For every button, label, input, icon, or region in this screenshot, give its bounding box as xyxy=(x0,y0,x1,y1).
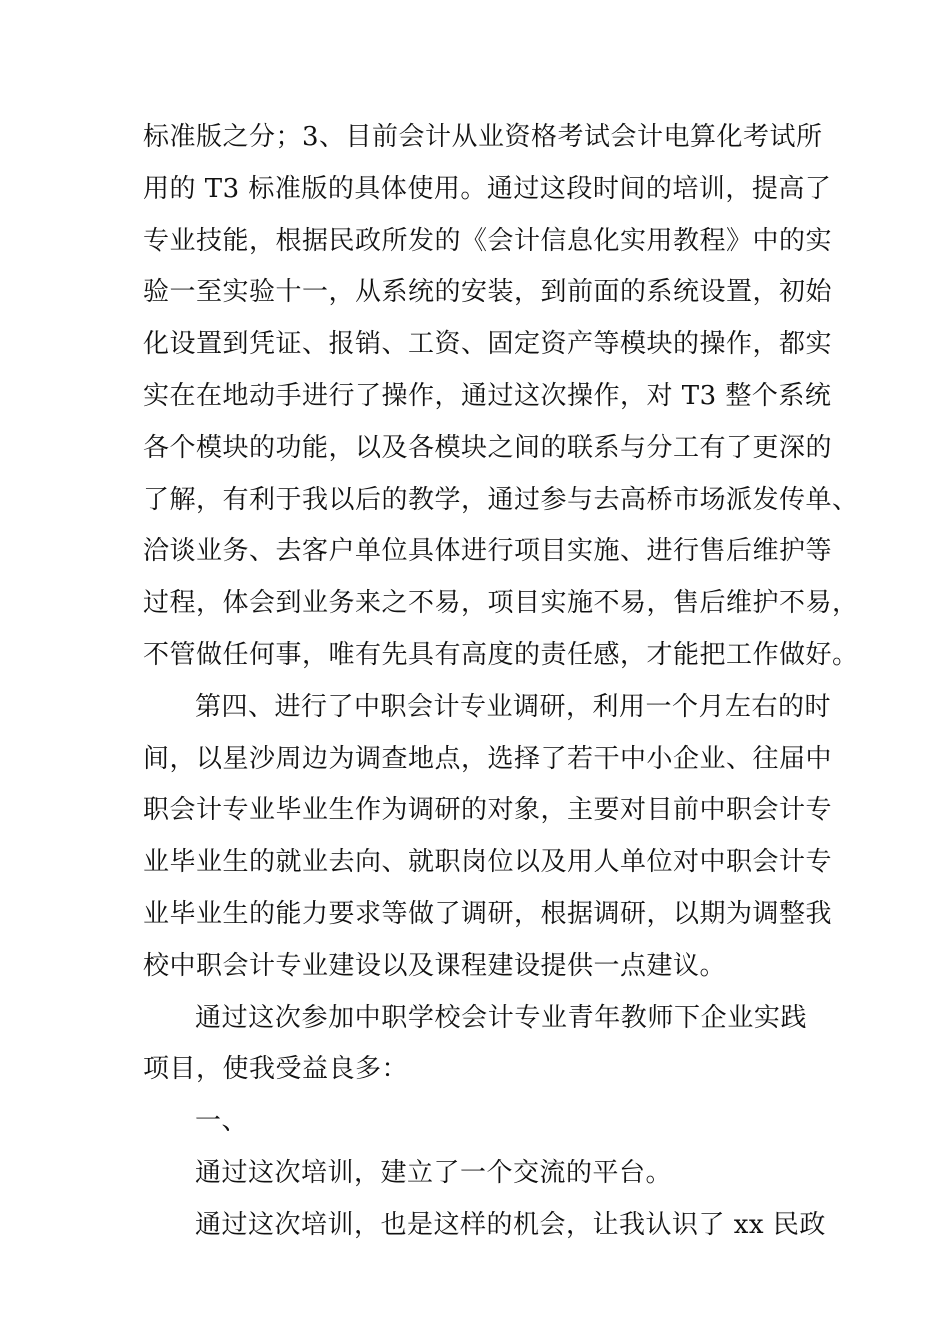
text-line: 通过这次培训，也是这样的机会，让我认识了 xx 民政 xyxy=(195,1209,826,1240)
text-line: 用的 T3 标准版的具体使用。通过这段时间的培训，提高了 xyxy=(143,173,832,204)
text-line: 间，以星沙周边为调查地点，选择了若干中小企业、往届中 xyxy=(143,743,833,774)
text-line: 第四、进行了中职会计专业调研，利用一个月左右的时 xyxy=(195,691,832,722)
text-line: 验一至实验十一，从系统的安装，到前面的系统设置，初始 xyxy=(143,277,833,308)
text-line: 一、 xyxy=(195,1106,249,1137)
text-line: 化设置到凭证、报销、工资、固定资产等模块的操作，都实 xyxy=(143,329,833,360)
text-line: 通过这次参加中职学校会计专业青年教师下企业实践 xyxy=(195,1002,807,1033)
text-line: 实在在地动手进行了操作，通过这次操作，对 T3 整个系统 xyxy=(143,380,832,411)
document-body xyxy=(143,112,859,1252)
text-line: 过程，体会到业务来之不易，项目实施不易，售后维护不易， xyxy=(143,588,859,619)
text-line: 不管做任何事，唯有先具有高度的责任感，才能把工作做好。 xyxy=(143,639,859,670)
text-line: 各个模块的功能，以及各模块之间的联系与分工有了更深的 xyxy=(143,432,833,463)
text-line: 业毕业生的能力要求等做了调研，根据调研，以期为调整我 xyxy=(143,898,833,929)
text-line: 洽谈业务、去客户单位具体进行项目实施、进行售后维护等 xyxy=(143,536,833,567)
text-line: 职会计专业毕业生作为调研的对象，主要对目前中职会计专 xyxy=(143,795,833,826)
text-line: 了解，有利于我以后的教学，通过参与去高桥市场派发传单、 xyxy=(143,484,859,515)
text-line: 标准版之分；3、目前会计从业资格考试会计电算化考试所 xyxy=(143,122,823,152)
text-line: 校中职会计专业建设以及课程建设提供一点建议。 xyxy=(143,950,727,981)
text-line: 专业技能，根据民政所发的《会计信息化实用教程》中的实 xyxy=(143,225,833,256)
text-line: 项目，使我受益良多： xyxy=(143,1054,409,1085)
text-line: 通过这次培训，建立了一个交流的平台。 xyxy=(195,1157,673,1188)
text-line: 业毕业生的就业去向、就职岗位以及用人单位对中职会计专 xyxy=(143,847,833,878)
